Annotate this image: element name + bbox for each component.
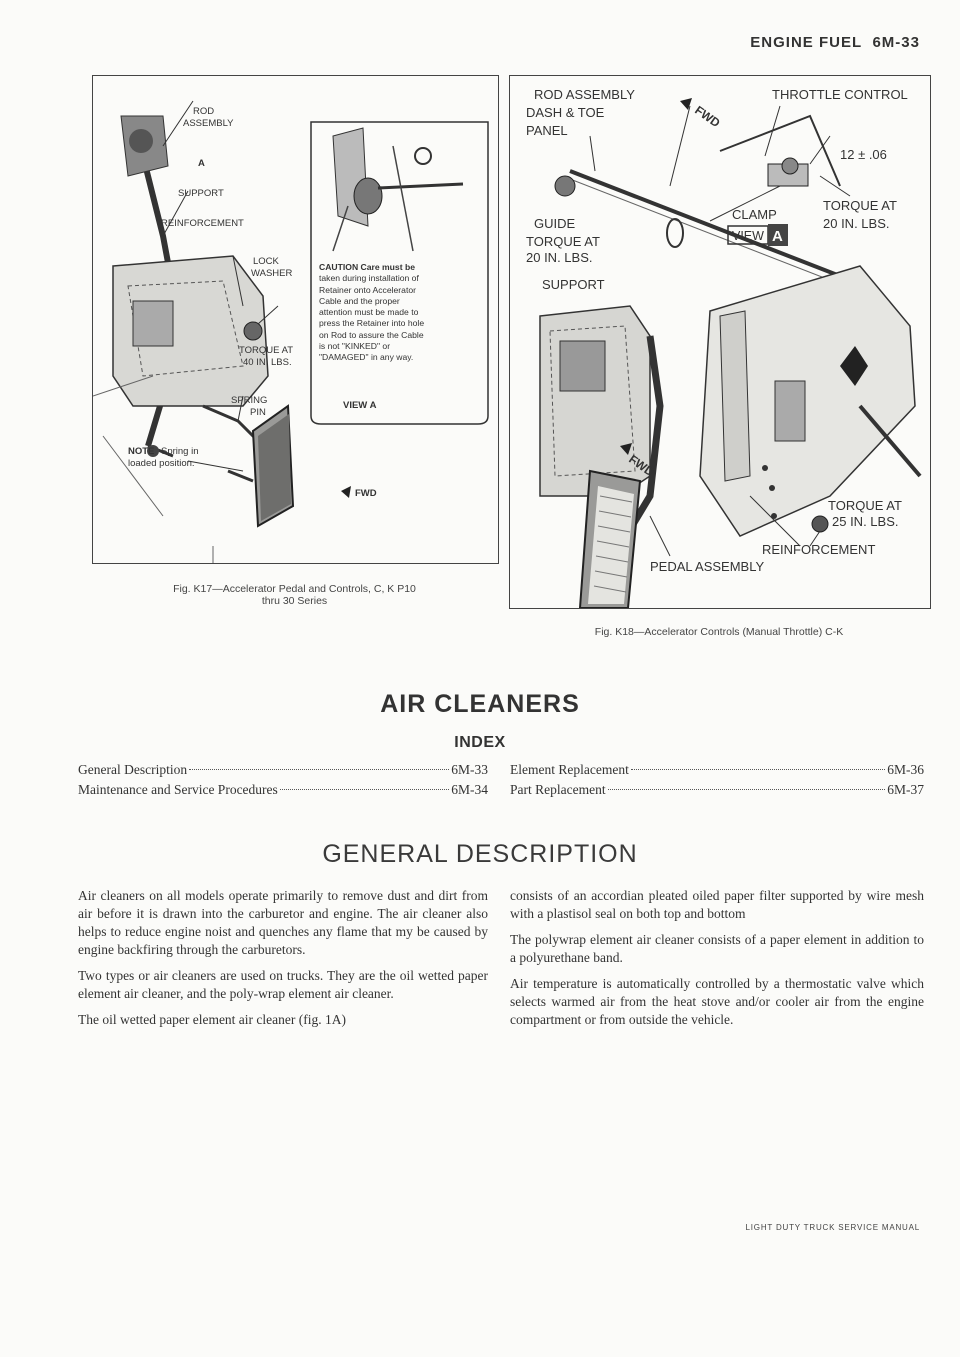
label-fwd-bottom: FWD (626, 451, 657, 480)
figure-k18 (509, 75, 931, 609)
index-entry[interactable] (78, 762, 488, 782)
label-pin: PIN (250, 407, 266, 418)
label-assembly: ASSEMBLY (183, 118, 234, 129)
index-dot-leader (631, 769, 885, 770)
index-entry[interactable] (510, 762, 924, 782)
index-entry[interactable] (510, 782, 924, 802)
body-right-column (510, 887, 924, 1037)
label-pedal-assembly: PEDAL ASSEMBLY (650, 559, 765, 574)
caution-line: Cable and the proper (319, 295, 400, 306)
label-note-line2: loaded position. (128, 458, 195, 469)
figure-k18-labels (510, 76, 930, 608)
caution-line: is not "KINKED" or (319, 341, 391, 352)
caption-line-1: Fig. K17—Accelerator Pedal and Controls, C, K P10 (173, 583, 416, 595)
label-torque-at-clamp: TORQUE AT (823, 198, 897, 213)
label-washer: WASHER (251, 268, 293, 279)
figure-k17-caption (92, 583, 497, 607)
label-fwd-top: FWD (692, 102, 723, 131)
paragraph: consists of an accordian pleated oiled paper filter supported by wire mesh with a plastisol seal on both top and bottom (510, 888, 924, 921)
label-torque-value: 40 IN. LBS. (243, 357, 292, 368)
index-entry[interactable] (78, 782, 488, 802)
paragraph: Air cleaners on all models operate primarily to remove dust and dirt from air before it is drawn into the carburetor and engine. The air cleaner also helps to reduce engine noist and quenches any flame that my be caused by engine backfiring through the carburetors. (78, 888, 488, 957)
label-torque-at-reinf: TORQUE AT (828, 498, 902, 513)
label-torque-at: TORQUE AT (239, 345, 294, 356)
index-entry-label: Maintenance and Service Procedures (78, 782, 278, 797)
label-fwd: FWD (355, 488, 377, 499)
index-dot-leader (280, 789, 449, 790)
footer: LIGHT DUTY TRUCK SERVICE MANUAL (745, 1223, 920, 1232)
index-left (78, 762, 488, 802)
label-reinforcement: REINFORCEMENT (762, 542, 876, 557)
label-guide: GUIDE (534, 216, 576, 231)
label-note-bold: NOTE (128, 446, 155, 457)
label-view-a: A (772, 228, 783, 245)
caution-line: press the Retainer into hole (319, 318, 425, 329)
page-header (750, 34, 920, 51)
paragraph: Two types or air cleaners are used on trucks. They are the oil wetted paper element air cleaner, and the poly-wrap element air cleaner. (78, 968, 488, 1001)
label-lock: LOCK (253, 256, 279, 267)
label-dash-toe: DASH & TOE (526, 105, 605, 120)
index-entry-page: 6M-33 (451, 762, 488, 777)
index-dot-leader (608, 789, 886, 790)
caution-line: Retainer onto Accelerator (319, 284, 416, 295)
label-torque-at-guide: TORQUE AT (526, 234, 600, 249)
paragraph: The polywrap element air cleaner consists of a paper element in addition to a polyurethane band. (510, 932, 924, 965)
page-number: 6M-33 (872, 34, 920, 51)
index-entry-label: Element Replacement (510, 762, 629, 777)
view-a-label: VIEW A (343, 400, 377, 411)
index-entry-page: 6M-36 (887, 762, 924, 777)
label-reinforcement: REINFORCEMENT (161, 218, 244, 229)
index-dot-leader (189, 769, 449, 770)
caution-line: "DAMAGED" in any way. (319, 352, 414, 363)
label-torque-val-reinf: 25 IN. LBS. (832, 514, 899, 529)
caution-text (319, 262, 487, 364)
figure-k18-caption (509, 626, 929, 638)
index-entry-label: General Description (78, 762, 188, 777)
index-entry-label: Part Replacement (510, 782, 606, 797)
caption-line: Fig. K18—Accelerator Controls (Manual Throttle) C-K (594, 626, 844, 638)
index-entry-page: 6M-37 (887, 782, 924, 797)
header-title: ENGINE FUEL (750, 34, 863, 51)
caution-line: on Rod to assure the Cable (319, 329, 424, 340)
label-view-a-arrow: A (198, 158, 205, 169)
caution-line: CAUTION Care must be (319, 262, 415, 272)
section-title: AIR CLEANERS (380, 690, 580, 718)
label-measure: 12 ± .06 (840, 147, 887, 162)
label-torque-val-clamp: 20 IN. LBS. (823, 216, 890, 231)
paragraph: Air temperature is automatically controlled by a thermostatic valve which selects warmed air from the heat stove and/or cooler air from the engine compartment or from outside the vehicle. (510, 976, 924, 1027)
label-panel: PANEL (526, 123, 568, 138)
caution-line: taken during installation of (319, 273, 419, 284)
label-throttle-control: THROTTLE CONTROL (772, 87, 908, 102)
caution-line: attention must be made to (319, 307, 419, 318)
label-torque-val-guide: 20 IN. LBS. (526, 250, 593, 265)
label-note-rest: Spring in (161, 446, 199, 457)
general-description-title: GENERAL DESCRIPTION (322, 840, 638, 868)
label-view: VIEW (732, 229, 764, 243)
paragraph: The oil wetted paper element air cleaner (fig. 1A) (78, 1012, 346, 1027)
label-support: SUPPORT (178, 188, 224, 199)
caption-line-2: thru 30 Series (261, 595, 328, 607)
label-support: SUPPORT (542, 277, 605, 292)
figure-k17 (92, 75, 499, 564)
label-rod: ROD (193, 106, 215, 117)
index-title: INDEX (454, 734, 506, 751)
label-rod-assembly: ROD ASSEMBLY (534, 87, 635, 102)
label-spring: SPRING (231, 395, 268, 406)
index-entry-page: 6M-34 (451, 782, 488, 797)
body-left-column (78, 887, 488, 1037)
label-clamp: CLAMP (732, 207, 777, 222)
index-right (510, 762, 924, 802)
